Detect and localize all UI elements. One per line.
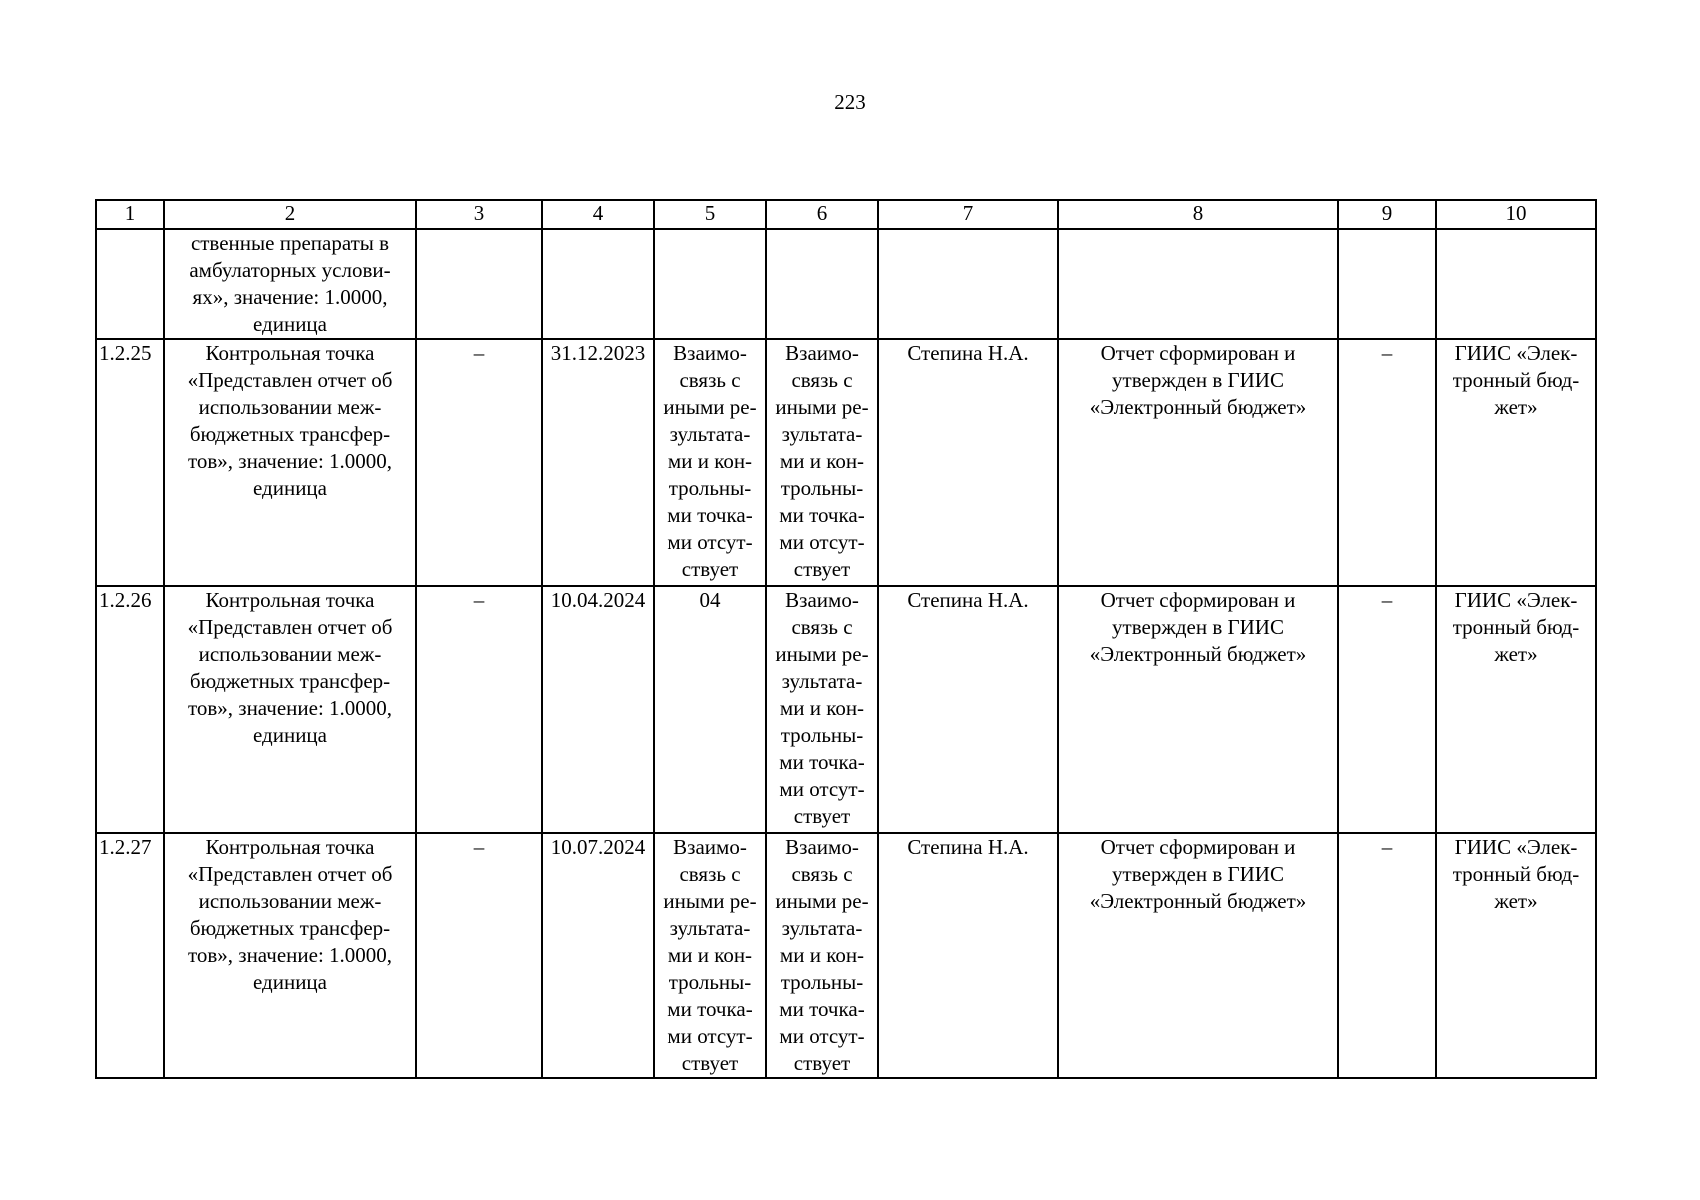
result-description: Отчет сформирован и утвержден в ГИИС «Электронный бюджет»: [1058, 339, 1338, 586]
responsible-person: [878, 229, 1058, 339]
information-system: ГИИС «Элек- тронный бюд- жет»: [1436, 339, 1596, 586]
result-description: Отчет сформирован и утвержден в ГИИС «Электронный бюджет»: [1058, 833, 1338, 1078]
column-header: 10: [1436, 200, 1596, 229]
table-row: [96, 586, 1596, 833]
cell-col9: –: [1338, 339, 1436, 586]
responsible-person: Степина Н.А.: [878, 339, 1058, 586]
information-system: ГИИС «Элек- тронный бюд- жет»: [1436, 833, 1596, 1078]
column-header: 9: [1338, 200, 1436, 229]
table-row: [96, 339, 1596, 586]
cell-col6: Взаимо- связь с иными ре- зультата- ми и кон- трольны- ми точка- ми отсут- ствует: [766, 339, 878, 586]
event-name: Контрольная точка «Представлен отчет об использовании меж- бюджетных трансфер- тов», значение: 1.0000, единица: [164, 833, 416, 1078]
cell-col6: Взаимо- связь с иными ре- зультата- ми и кон- трольны- ми точка- ми отсут- ствует: [766, 586, 878, 833]
due-date: [542, 229, 654, 339]
column-header: 2: [164, 200, 416, 229]
page-number: 223: [834, 90, 866, 114]
cell-col3: –: [416, 586, 542, 833]
column-header: 7: [878, 200, 1058, 229]
cell-col9: [1338, 229, 1436, 339]
event-name: Контрольная точка «Представлен отчет об использовании меж- бюджетных трансфер- тов», значение: 1.0000, единица: [164, 339, 416, 586]
column-header: 8: [1058, 200, 1338, 229]
column-header: 3: [416, 200, 542, 229]
column-header: 4: [542, 200, 654, 229]
table-header-row: [96, 200, 1596, 229]
column-header: 5: [654, 200, 766, 229]
cell-col9: –: [1338, 833, 1436, 1078]
column-header: 6: [766, 200, 878, 229]
data-table: [95, 199, 1597, 1079]
due-date: 10.07.2024: [542, 833, 654, 1078]
due-date: 31.12.2023: [542, 339, 654, 586]
due-date: 10.04.2024: [542, 586, 654, 833]
cell-col6: [766, 229, 878, 339]
cell-col6: Взаимо- связь с иными ре- зультата- ми и кон- трольны- ми точка- ми отсут- ствует: [766, 833, 878, 1078]
cell-col5: Взаимо- связь с иными ре- зультата- ми и кон- трольны- ми точка- ми отсут- ствует: [654, 833, 766, 1078]
cell-col5: 04: [654, 586, 766, 833]
row-number: [96, 229, 164, 339]
result-description: [1058, 229, 1338, 339]
column-header: 1: [96, 200, 164, 229]
cell-col3: –: [416, 833, 542, 1078]
responsible-person: Степина Н.А.: [878, 586, 1058, 833]
event-name: Контрольная точка «Представлен отчет об использовании меж- бюджетных трансфер- тов», значение: 1.0000, единица: [164, 586, 416, 833]
cell-col3: [416, 229, 542, 339]
cell-col3: –: [416, 339, 542, 586]
cell-col9: –: [1338, 586, 1436, 833]
row-number: 1.2.25: [96, 339, 164, 586]
cell-col5: Взаимо- связь с иными ре- зультата- ми и кон- трольны- ми точка- ми отсут- ствует: [654, 339, 766, 586]
row-number: 1.2.27: [96, 833, 164, 1078]
responsible-person: Степина Н.А.: [878, 833, 1058, 1078]
information-system: [1436, 229, 1596, 339]
table-row: [96, 833, 1596, 1078]
result-description: Отчет сформирован и утвержден в ГИИС «Электронный бюджет»: [1058, 586, 1338, 833]
row-number: 1.2.26: [96, 586, 164, 833]
cell-col5: [654, 229, 766, 339]
event-name: ственные препараты в амбулаторных услови- ях», значение: 1.0000, единица: [164, 229, 416, 339]
table-row: [96, 229, 1596, 339]
information-system: ГИИС «Элек- тронный бюд- жет»: [1436, 586, 1596, 833]
